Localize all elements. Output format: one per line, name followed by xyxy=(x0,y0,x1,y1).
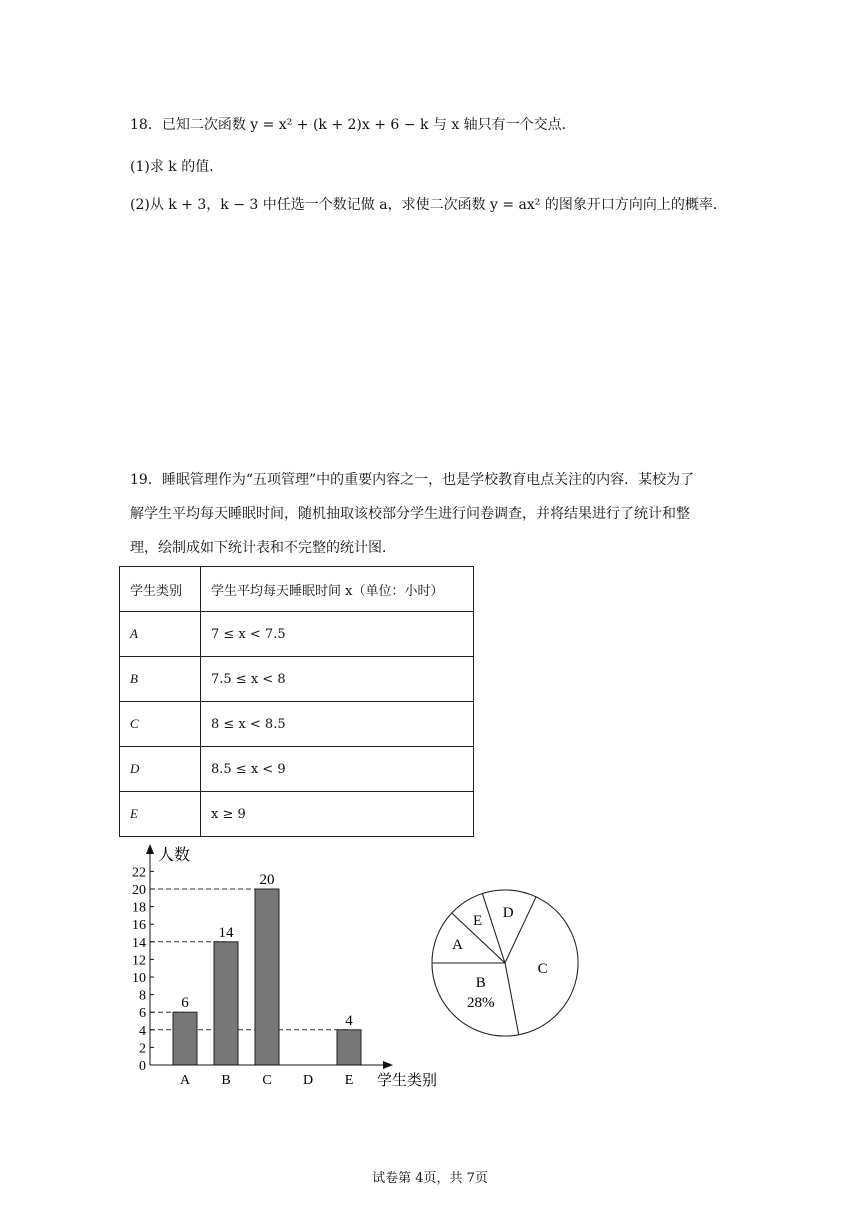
q18-stem: 18．已知二次函数 y = x² + (k + 2)x + 6 − k 与 x 轴只有一个交点． xyxy=(130,117,576,133)
bar-B xyxy=(214,942,238,1065)
y-axis-arrow xyxy=(146,844,154,854)
pie-label: A xyxy=(452,937,463,954)
pie-chart xyxy=(420,885,590,1045)
bar-E xyxy=(337,1030,361,1065)
y-tick-label: 10 xyxy=(132,971,146,986)
q18-part1: (1)求 k 的值． xyxy=(130,159,224,175)
table-header-cell: 学生类别 xyxy=(120,567,201,612)
table-cell-range: 8.5 ≤ x < 9 xyxy=(201,747,474,792)
data-label: 20 xyxy=(259,872,275,888)
q19-line2: 解学生平均每天睡眠时间，随机抽取该校部分学生进行问卷调查，并将结果进行了统计和整 xyxy=(130,506,690,522)
pie-label: E xyxy=(473,912,483,929)
data-label: 6 xyxy=(181,995,189,1012)
pie-label: D xyxy=(502,905,514,922)
table-cell-category: B xyxy=(120,657,201,702)
bar-C xyxy=(255,889,279,1065)
x-tick-label: C xyxy=(262,1073,272,1088)
x-axis-title: 学生类别 xyxy=(377,1073,438,1089)
table-cell-range: 7 ≤ x < 7.5 xyxy=(201,612,474,657)
bar-chart xyxy=(110,840,460,1090)
y-tick-label: 18 xyxy=(132,900,146,916)
page-footer: 试卷第 4页，共 7页 xyxy=(372,1171,488,1186)
y-tick-label: 6 xyxy=(139,1006,146,1022)
data-label: 14 xyxy=(218,924,234,941)
sleep-time-table xyxy=(119,566,474,837)
data-label: 4 xyxy=(345,1012,353,1029)
y-tick-label: 16 xyxy=(132,918,146,934)
x-tick-label: B xyxy=(221,1073,231,1088)
q19-line1: 19．睡眠管理作为“五项管理”中的重要内容之一，也是学校教育电点关注的内容．某校为了 xyxy=(130,472,695,488)
table-cell-category: E xyxy=(120,792,201,837)
table-row xyxy=(120,702,474,747)
y-tick-label: 0 xyxy=(139,1059,146,1074)
table-cell-category: D xyxy=(120,747,201,792)
y-tick-label: 12 xyxy=(132,953,146,969)
y-axis-title: 人数 xyxy=(158,847,191,864)
y-tick-label: 8 xyxy=(139,988,146,1004)
pie-label: C xyxy=(537,960,548,977)
q18-part2: (2)从 k + 3，k − 3 中任选一个数记做 a，求使二次函数 y = ax² 的图象开口方向向上的概率． xyxy=(130,197,727,213)
table-cell-range: x ≥ 9 xyxy=(201,792,474,837)
table-row xyxy=(120,612,474,657)
table-cell-range: 7.5 ≤ x < 8 xyxy=(201,657,474,702)
x-tick-label: A xyxy=(179,1073,191,1088)
x-tick-label: D xyxy=(302,1073,314,1088)
q19-line3: 理，绘制成如下统计表和不完整的统计图． xyxy=(130,540,396,556)
pie-label: 28% xyxy=(467,995,495,1012)
table-row xyxy=(120,792,474,837)
table-header-cell: 学生平均每天睡眠时间 x（单位：小时） xyxy=(201,567,474,612)
table-header-row xyxy=(120,567,474,612)
y-tick-label: 4 xyxy=(139,1023,146,1039)
table-row xyxy=(120,747,474,792)
x-tick-label: E xyxy=(344,1073,354,1088)
bar-A xyxy=(173,1012,197,1065)
table-row xyxy=(120,657,474,702)
table-cell-category: A xyxy=(120,612,201,657)
table-cell-category: C xyxy=(120,702,201,747)
pie-label: B xyxy=(475,975,486,992)
y-tick-label: 20 xyxy=(132,883,146,898)
x-axis-arrow xyxy=(383,1061,393,1069)
y-tick-label: 2 xyxy=(139,1041,146,1057)
table-cell-range: 8 ≤ x < 8.5 xyxy=(201,702,474,747)
y-tick-label: 14 xyxy=(132,935,146,951)
y-tick-label: 22 xyxy=(132,865,146,881)
